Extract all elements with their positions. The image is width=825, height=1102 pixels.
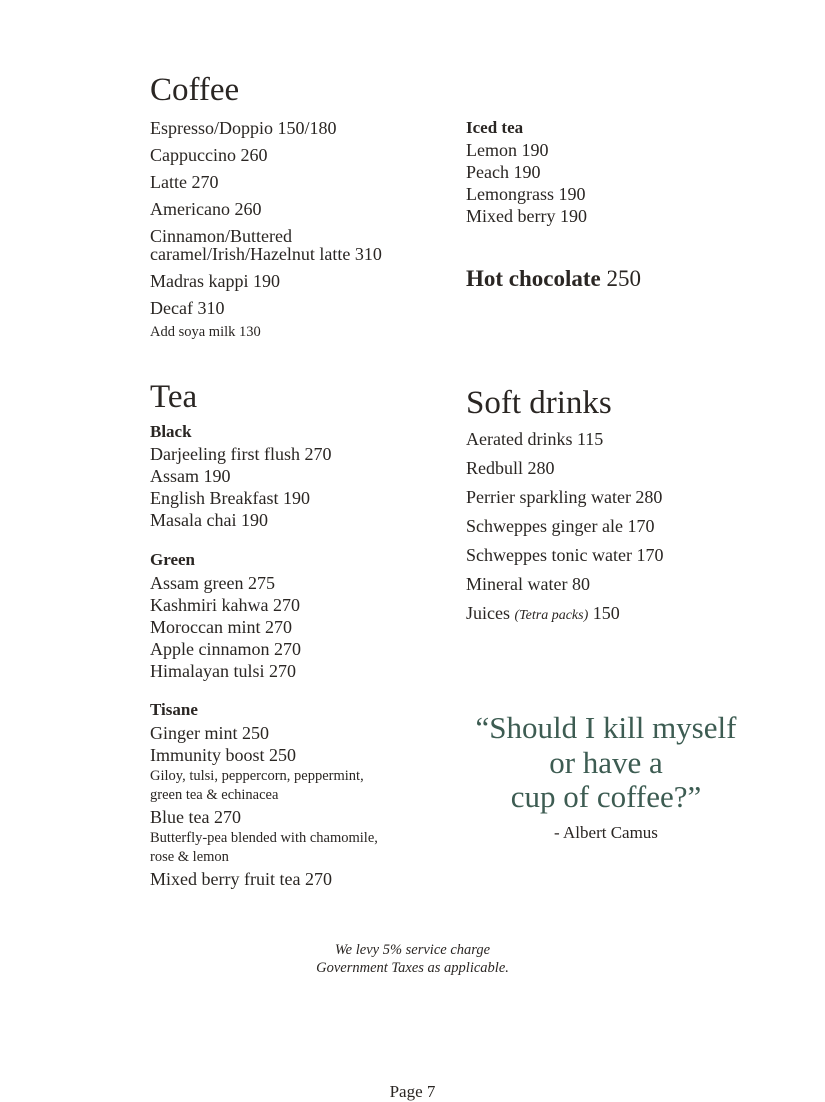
- menu-item: Decaf 310: [150, 298, 225, 318]
- juices-note: (Tetra packs): [514, 608, 589, 623]
- quote-line: or have a: [549, 745, 663, 780]
- menu-item: Espresso/Doppio 150/180: [150, 118, 337, 138]
- menu-note: Giloy, tulsi, peppercorn, peppermint,: [150, 768, 364, 784]
- menu-note: Add soya milk 130: [150, 324, 261, 340]
- menu-item: Peach 190: [466, 162, 541, 182]
- footer-taxes: Government Taxes as applicable.: [316, 960, 509, 976]
- coffee-heading: Coffee: [150, 72, 240, 108]
- menu-item: Himalayan tulsi 270: [150, 661, 296, 681]
- menu-item: English Breakfast 190: [150, 488, 310, 508]
- subheading-black: Black: [150, 422, 192, 441]
- menu-item: Schweppes tonic water 170: [466, 545, 664, 565]
- soft-drinks-heading: Soft drinks: [466, 385, 612, 421]
- menu-item: Assam green 275: [150, 573, 275, 593]
- juices-price: 150: [592, 603, 620, 623]
- menu-item-juices: [466, 603, 620, 623]
- quote-line: cup of coffee?”: [510, 779, 702, 814]
- juices-label: Juices: [466, 603, 510, 623]
- menu-item: Cappuccino 260: [150, 145, 268, 165]
- menu-item: Immunity boost 250: [150, 745, 297, 765]
- menu-item: Kashmiri kahwa 270: [150, 595, 300, 615]
- menu-item: Aerated drinks 115: [466, 429, 604, 449]
- menu-note: rose & lemon: [150, 849, 229, 865]
- menu-item: Assam 190: [150, 466, 231, 486]
- subheading-iced-tea: Iced tea: [466, 118, 524, 137]
- menu-item: Americano 260: [150, 199, 262, 219]
- menu-item: Lemon 190: [466, 140, 549, 160]
- menu-item: Schweppes ginger ale 170: [466, 516, 655, 536]
- quote-line: “Should I kill myself: [475, 710, 737, 745]
- tea-heading: Tea: [150, 379, 198, 415]
- menu-item: Perrier sparkling water 280: [466, 487, 663, 507]
- menu-item: Masala chai 190: [150, 510, 268, 530]
- subheading-green: Green: [150, 550, 196, 569]
- menu-item: Cinnamon/Buttered: [150, 226, 292, 246]
- menu-item: Blue tea 270: [150, 807, 241, 827]
- menu-item: Apple cinnamon 270: [150, 639, 301, 659]
- menu-item: Lemongrass 190: [466, 184, 586, 204]
- menu-item: Latte 270: [150, 172, 219, 192]
- menu-note: green tea & echinacea: [150, 787, 279, 803]
- menu-item: caramel/Irish/Hazelnut latte 310: [150, 244, 382, 264]
- hot-chocolate-price: 250: [606, 266, 642, 291]
- menu-item: Mixed berry 190: [466, 206, 587, 226]
- menu-item: Darjeeling first flush 270: [150, 444, 332, 464]
- menu-item: Redbull 280: [466, 458, 555, 478]
- menu-item: Ginger mint 250: [150, 723, 269, 743]
- menu-note: Butterfly-pea blended with chamomile,: [150, 830, 378, 846]
- hot-chocolate-label: Hot chocolate: [466, 266, 601, 291]
- page-number: Page 7: [389, 1082, 436, 1101]
- quote-author: - Albert Camus: [554, 823, 658, 842]
- menu-item: Mixed berry fruit tea 270: [150, 869, 332, 889]
- menu-item: Madras kappi 190: [150, 271, 280, 291]
- menu-item: Moroccan mint 270: [150, 617, 292, 637]
- subheading-tisane: Tisane: [150, 700, 198, 719]
- hot-chocolate: [466, 265, 641, 293]
- menu-item: Mineral water 80: [466, 574, 590, 594]
- footer-service-charge: We levy 5% service charge: [334, 942, 491, 958]
